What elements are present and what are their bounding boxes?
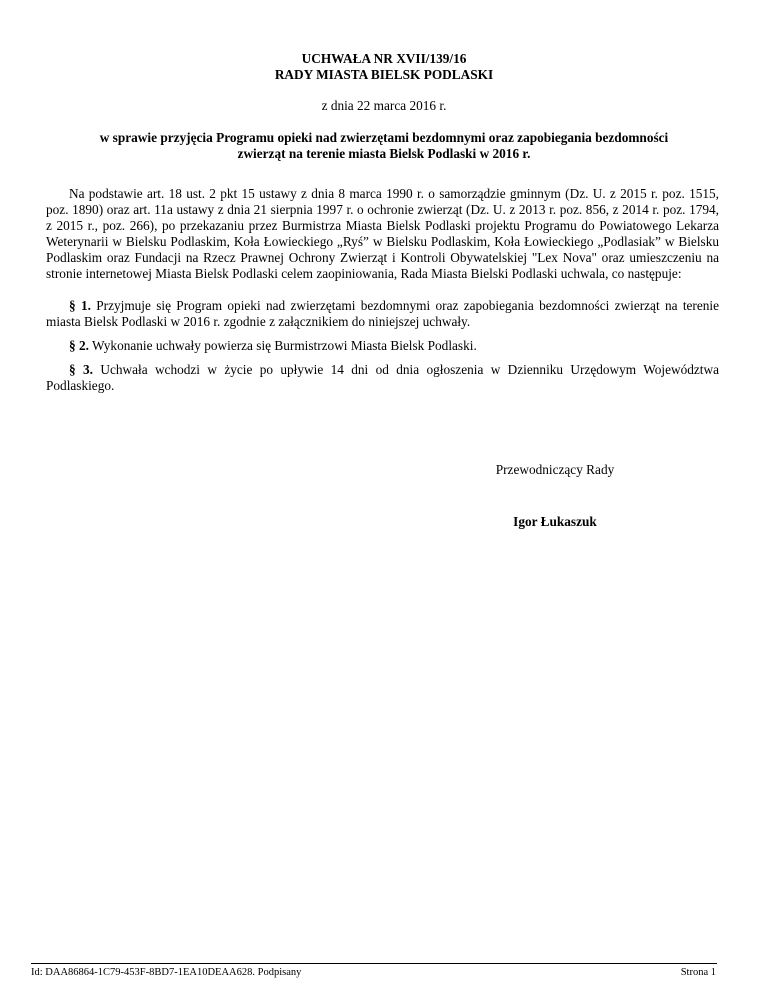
subject-line-2: zwierząt na terenie miasta Bielsk Podlaski w 2016 r. <box>237 146 531 161</box>
legal-basis-preamble: Na podstawie art. 18 ust. 2 pkt 15 ustawy z dnia 8 marca 1990 r. o samorządzie gminnym (Dz. U. z 2015 r. poz. 1515, poz. 1890) oraz art. 11a ustawy z dnia 21 sierpnia 1997 r. o ochronie zwierząt (Dz. U. z 2013 r. poz. 856, z 2014 r. poz. 1794, z 2015 r., poz. 266), po przekazaniu przez Burmistrza Miasta Bielsk Podlaski projektu Programu do Powiatowego Lekarza Weterynarii w Bielsku Podlaskim, Koła Łowieckiego „Ryś” w Bielsku Podlaskim, Koła Łowieckiego „Podlasiak” w Bielsku Podlaskim oraz Fundacji na Rzecz Prawnej Ochrony Zwierząt i Kontroli Obywatelskiej "Lex Nova" oraz umieszczeniu na stronie internetowej Miasta Bielsk Podlaski celem zaopiniowania, Rada Miasta Bielski Podlaski uchwala, co następuje: <box>46 186 719 281</box>
document-id: Id: DAA86864-1C79-453F-8BD7-1EA10DEAA628. Podpisany <box>31 967 302 978</box>
paragraph-1-text: Przyjmuje się Program opieki nad zwierzętami bezdomnymi oraz zapobiegania bezdomności zwierząt na terenie miasta Bielsk Podlaski w 2016 r. zgodnie z załącznikiem do niniejszej uchwały. <box>46 298 719 329</box>
subject-line-1: w sprawie przyjęcia Programu opieki nad zwierzętami bezdomnymi oraz zapobiegania bezdomności <box>99 130 669 145</box>
resolution-date: z dnia 22 marca 2016 r. <box>321 98 447 113</box>
signatory-role: Przewodniczący Rady <box>495 462 615 477</box>
paragraph-2 <box>46 338 719 354</box>
paragraph-3-number: § 3. <box>69 362 93 377</box>
issuing-body: RADY MIASTA BIELSK PODLASKI <box>274 67 494 82</box>
paragraph-2-number: § 2. <box>69 338 89 353</box>
signatory-name: Igor Łukaszuk <box>513 514 597 529</box>
paragraph-1-number: § 1. <box>69 298 91 313</box>
footer-divider <box>31 963 717 964</box>
paragraph-1 <box>46 298 719 330</box>
resolution-subject <box>64 130 704 162</box>
paragraph-2-text: Wykonanie uchwały powierza się Burmistrzowi Miasta Bielsk Podlaski. <box>88 338 477 353</box>
page-number: Strona 1 <box>680 967 716 978</box>
resolution-title <box>0 51 768 83</box>
resolution-number: UCHWAŁA NR XVII/139/16 <box>301 51 467 66</box>
paragraph-3-text: Uchwała wchodzi w życie po upływie 14 dni od dnia ogłoszenia w Dzienniku Urzędowym Województwa Podlaskiego. <box>46 362 719 393</box>
paragraph-3 <box>46 362 719 394</box>
